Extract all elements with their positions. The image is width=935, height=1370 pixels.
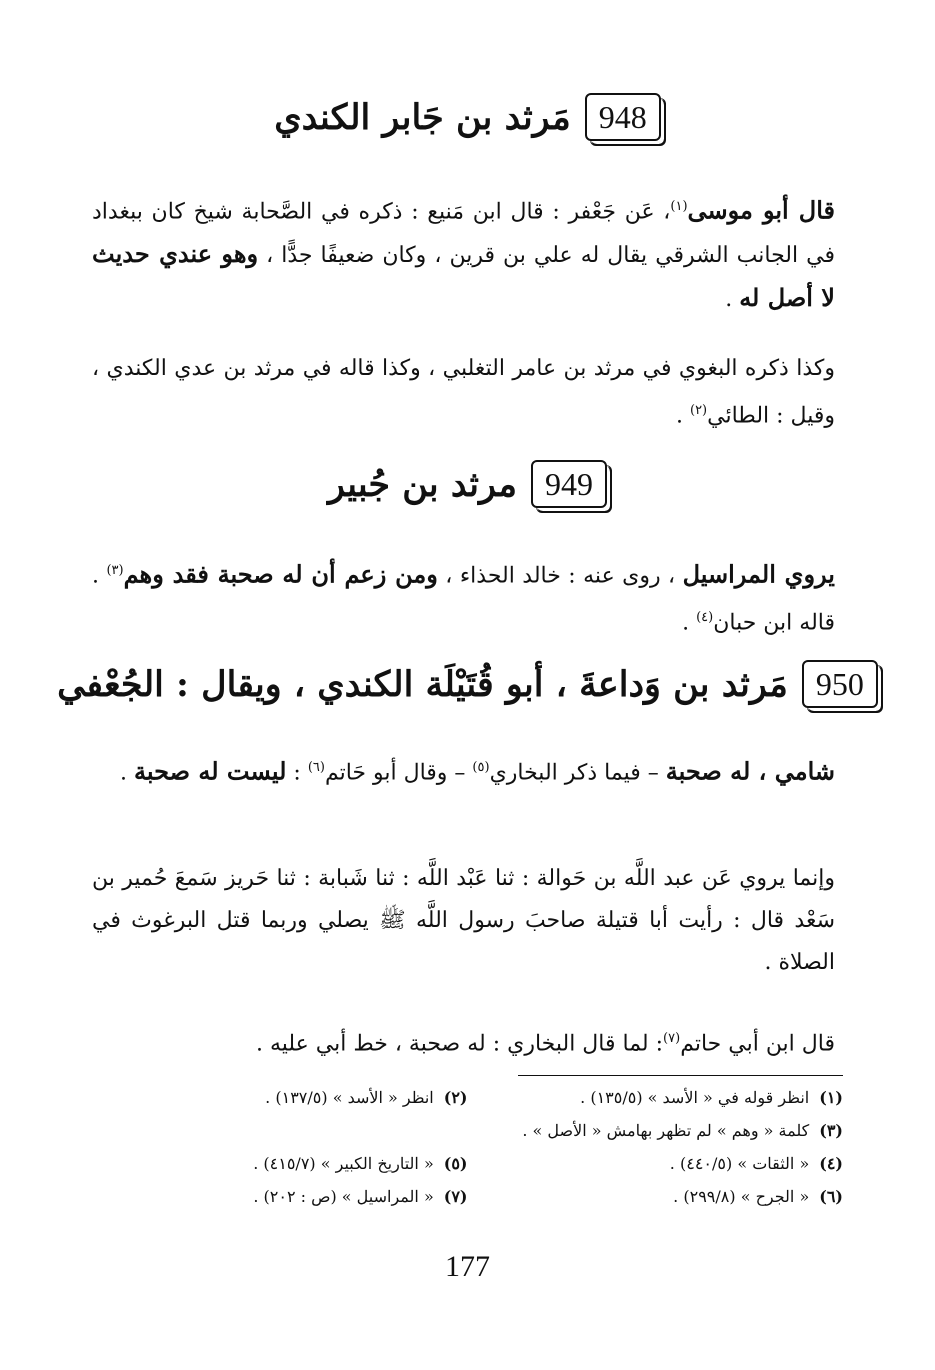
footnote-text: انظر قوله في « الأسد » (١٣٥/٥) .	[580, 1088, 810, 1107]
paragraph	[92, 348, 835, 437]
text-run: . قاله ابن حبان	[92, 563, 835, 636]
paragraph	[92, 186, 835, 321]
footnote-text: كلمة « وهم » لم تظهر بهامش « الأصل » .	[522, 1121, 810, 1140]
footnote-row	[92, 1115, 843, 1147]
text-run: ، روى عنه : خالد الحذاء ،	[437, 563, 683, 589]
footnote	[92, 1148, 468, 1180]
text-run: : لما قال البخاري : له صحبة ، خط أبي عليه .	[255, 1031, 664, 1057]
bold-text: وهو عندي حديث لا أصل له	[92, 239, 835, 313]
text-run: قال ابن أبي حاتم	[680, 1031, 835, 1057]
footnote-ref: (٣)	[106, 563, 124, 578]
bold-text: يروي المراسيل	[682, 559, 835, 589]
text-run: – فيما ذكر البخاري	[489, 760, 666, 786]
paragraph	[92, 550, 835, 645]
footnote-ref: (٦)	[307, 760, 325, 775]
footnote-row	[92, 1148, 843, 1180]
footnote	[468, 1148, 844, 1180]
paragraph	[92, 858, 835, 984]
text-run: وإنما يروي عَن عبد اللَّه بن حَوالة : ثنا عَبْد اللَّه : ثنا شَبابة : ثنا حَريز سَمعَ حُمير بن سَعْد قال : رأيت أبا قتيلة صاحبَ رسول اللَّه ﷺ يصلي وربما قتل البرغوث في الصلاة .	[92, 866, 835, 975]
entry-name: مَرثد بن وَداعةَ ، أبو قُتَيْلَة الكندي ، ويقال : الجُعْفي	[57, 663, 788, 705]
footnote-number: (٦)	[819, 1187, 843, 1206]
entry-number-box: 949	[531, 460, 607, 508]
footnote	[92, 1181, 468, 1213]
page-number: 177	[445, 1250, 490, 1283]
bold-text: قال أبو موسى	[687, 195, 836, 225]
footnote	[92, 1082, 468, 1114]
text-run: :	[286, 760, 308, 786]
footnote	[468, 1115, 844, 1147]
entry-number-box: 950	[802, 660, 878, 708]
entry-name: مرثد بن جُبير	[328, 463, 517, 505]
footnote-ref: (٤)	[696, 610, 714, 626]
footnote-text: « التاريخ الكبير » (٤١٥/٧) .	[253, 1154, 434, 1173]
paragraph	[92, 1018, 835, 1065]
entry-heading-948	[90, 93, 845, 141]
entry-heading-949	[90, 460, 845, 508]
footnote-number: (٣)	[819, 1121, 843, 1140]
footnote-number: (٢)	[443, 1088, 468, 1107]
bold-text: شامي ، له صحبة	[665, 756, 835, 786]
footnote-number: (١)	[819, 1088, 843, 1107]
footnote-row	[92, 1082, 843, 1114]
footnote	[468, 1181, 844, 1213]
footnote-separator	[518, 1075, 843, 1076]
footnote-text: انظر « الأسد » (١٣٧/٥) .	[265, 1088, 434, 1107]
bold-text: ليست له صحبة	[134, 756, 287, 786]
footnote-number: (٧)	[443, 1187, 468, 1206]
footnote-ref: (٢)	[689, 403, 708, 418]
bold-text: ومن زعم أن له صحبة فقد وهم	[123, 559, 438, 589]
text-run: .	[682, 610, 697, 636]
footnote-text: « الثقات » (٤٤٠/٥) .	[669, 1154, 810, 1173]
footnote-text: « المراسيل » (ص : ٢٠٢) .	[253, 1187, 434, 1206]
footnote-ref: (٥)	[472, 760, 490, 775]
footnote-number: (٤)	[819, 1154, 843, 1173]
entry-name: مَرثد بن جَابر الكندي	[274, 96, 571, 138]
entry-number-box: 948	[585, 93, 661, 141]
footnote-row	[92, 1181, 843, 1213]
footnote	[468, 1082, 844, 1114]
paragraph	[92, 747, 835, 794]
footnote-number: (٥)	[443, 1154, 468, 1173]
text-run: وكذا ذكره البغوي في مرثد بن عامر التغلبي ، وكذا قاله في مرثد بن عدي الكندي ، وقيل : الطائي	[92, 356, 835, 429]
text-run: .	[675, 403, 690, 429]
text-run: .	[725, 287, 740, 313]
text-run: ، عَن جَعْفر : قال ابن مَنيع : ذكره في الصَّحابة شيخ كان ببغداد في الجانب الشرقي يقال له علي بن قرين ، وكان ضعيفًا جدًّا ،	[92, 199, 835, 269]
entry-heading-950	[57, 660, 864, 708]
text-run: .	[120, 760, 134, 786]
footnote-ref: (٧)	[663, 1031, 681, 1046]
footnote-text: « الجرح » (٢٩٩/٨) .	[673, 1187, 810, 1206]
text-run: – وقال أبو حَاتم	[324, 760, 473, 786]
footnote-ref: (١)	[670, 199, 688, 214]
